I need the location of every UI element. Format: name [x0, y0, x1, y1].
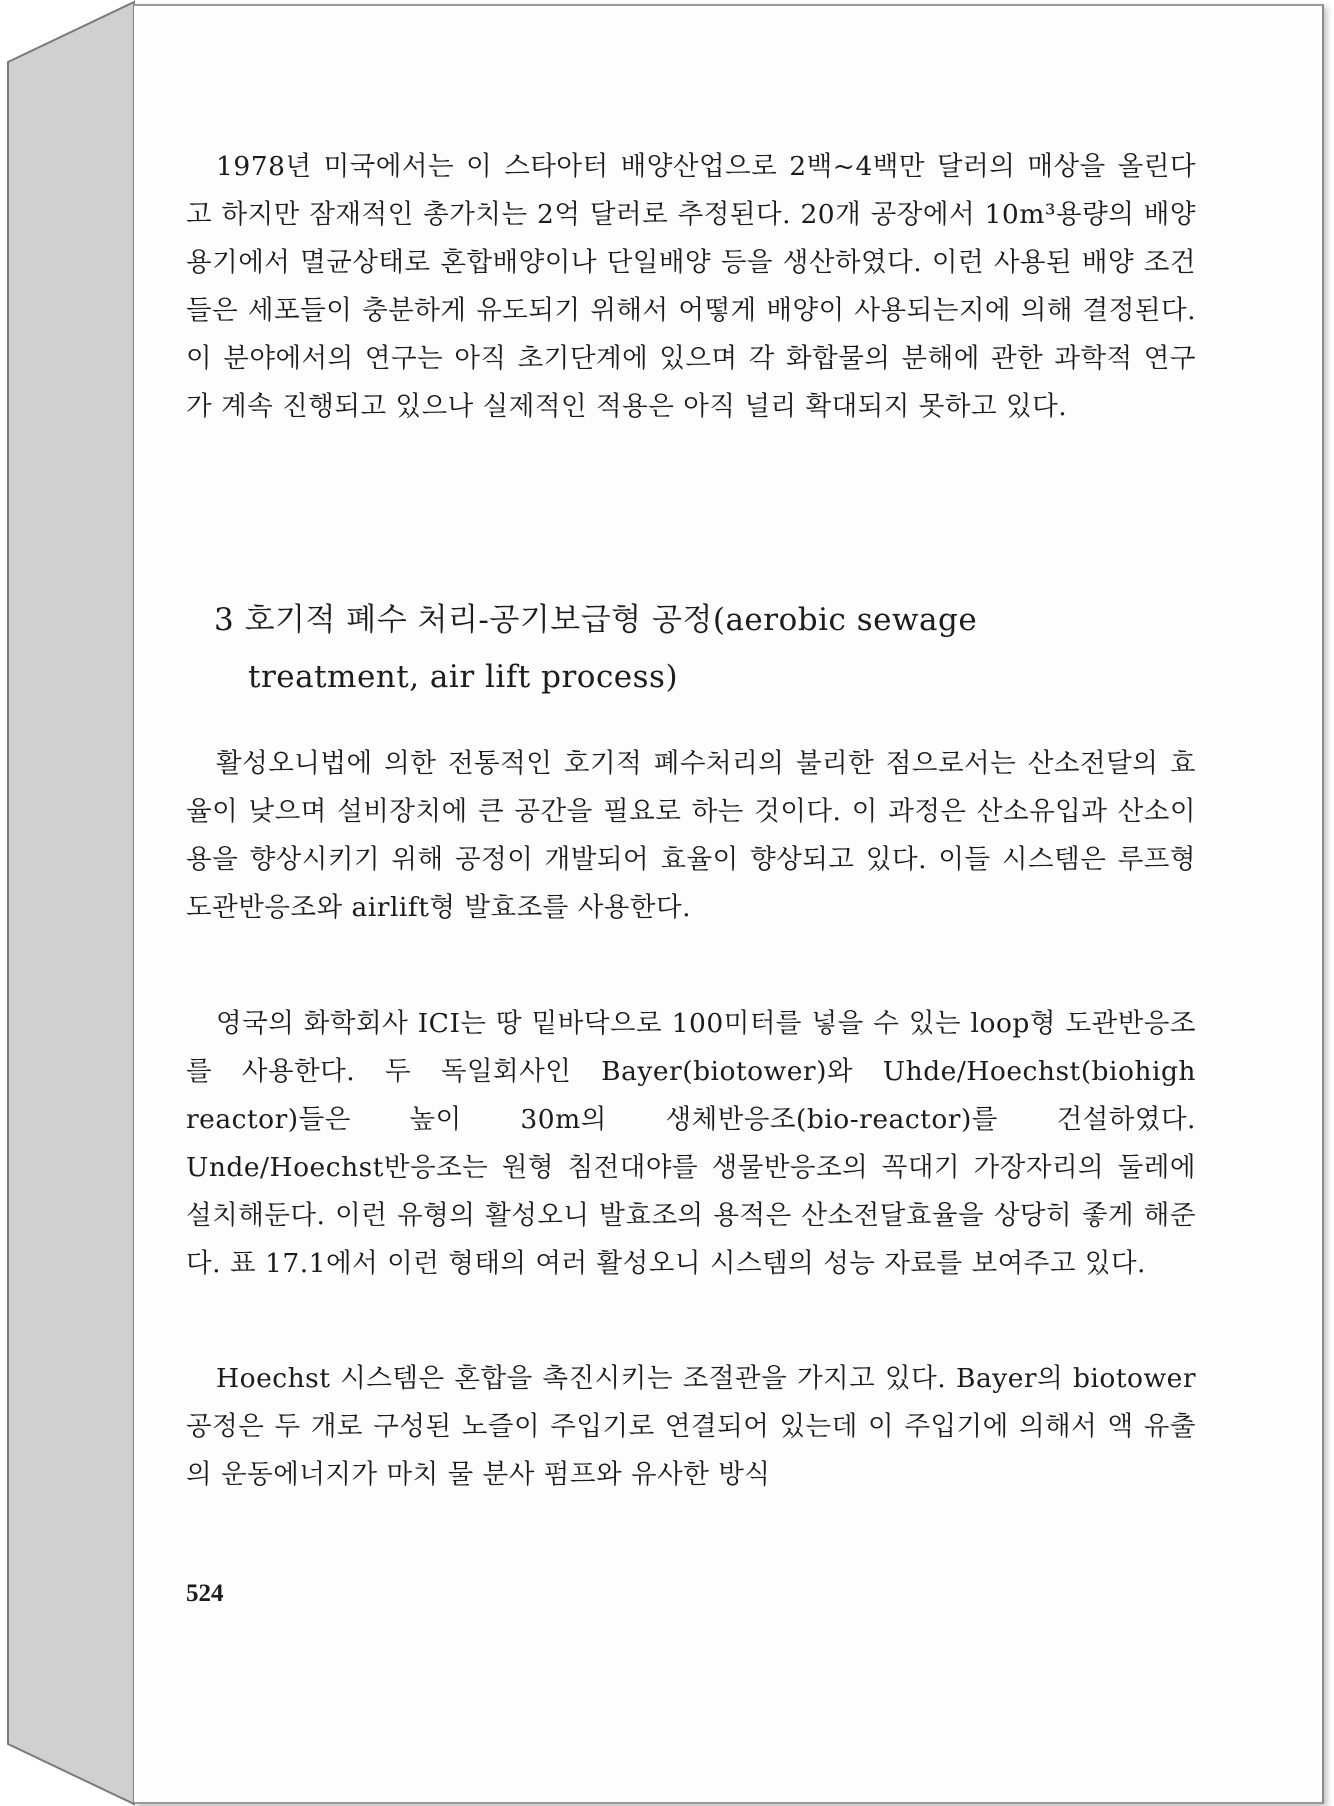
paragraph-activated-sludge: 활성오니법에 의한 전통적인 호기적 폐수처리의 불리한 점으로서는 산소전달의 효율이 낮으며 설비장치에 큰 공간을 필요로 하는 것이다. 이 과정은 산소유입과 산소이용을 향상시키기 위해 공정이 개발되어 효율이 향상되고 있다. 이들 시스템은 루프형 도관반응조와 airlift형 발효조를 사용한다. [186, 748, 1196, 923]
book-spine [0, 0, 140, 1806]
section-heading [214, 592, 1174, 706]
section-heading-line2: treatment, air lift process) [248, 659, 679, 695]
page-number: 524 [186, 1580, 224, 1607]
paragraph-hoechst-system: Hoechst 시스템은 혼합을 촉진시키는 조절관을 가지고 있다. Bayer의 biotower 공정은 두 개로 구성된 노즐이 주입기로 연결되어 있는데 이 주입기에 의해서 액 유출의 운동에너지가 마치 물 분사 펌프와 유사한 방식 [186, 1363, 1196, 1490]
section-heading-line1: 3 호기적 폐수 처리-공기보급형 공정(aerobic sewage [214, 602, 978, 638]
paragraph-ici-reactors: 영국의 화학회사 ICI는 땅 밑바닥으로 100미터를 넣을 수 있는 loop형 도관반응조를 사용한다. 두 독일회사인 Bayer(biotower)와 Uhde/Hoechst(biohigh reactor)들은 높이 30m의 생체반응조(bio-reactor)를 건설하였다. Unde/Hoechst반응조는 원형 침전대야를 생물반응조의 꼭대기 가장자리의 둘레에 설치해둔다. 이런 유형의 활성오니 발효조의 용적은 산소전달효율을 상당히 좋게 해준다. 표 17.1에서 이런 형태의 여러 활성오니 시스템의 성능 자료를 보여주고 있다. [186, 1008, 1196, 1279]
paragraph-starter-culture: 1978년 미국에서는 이 스타아터 배양산업으로 2백~4백만 달러의 매상을 올린다고 하지만 잠재적인 총가치는 2억 달러로 추정된다. 20개 공장에서 10m³용량의 배양 용기에서 멸균상태로 혼합배양이나 단일배양 등을 생산하였다. 이런 사용된 배양 조건들은 세포들이 충분하게 유도되기 위해서 어떻게 배양이 사용되는지에 의해 결정된다. 이 분야에서의 연구는 아직 초기단계에 있으며 각 화합물의 분해에 관한 과학적 연구가 계속 진행되고 있으나 실제적인 적용은 아직 널리 확대되지 못하고 있다. [186, 151, 1196, 422]
